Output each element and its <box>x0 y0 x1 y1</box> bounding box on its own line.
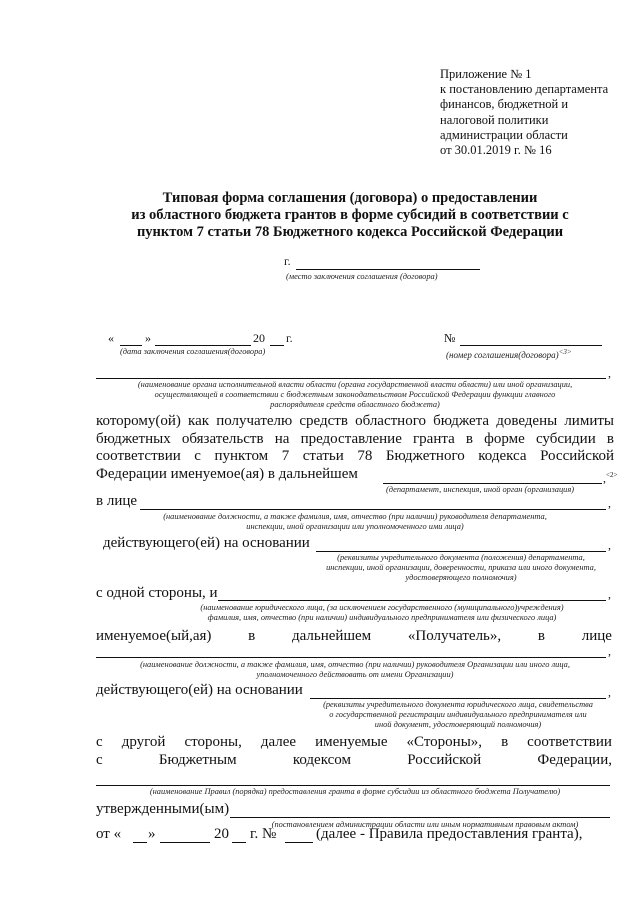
date-caption: (дата заключения соглашения(договора) <box>120 347 266 356</box>
other-word-2: другой <box>121 734 166 750</box>
named-blank <box>96 657 606 658</box>
number-blank <box>460 345 602 346</box>
named-word-4: «Получатель», <box>407 628 502 644</box>
last-month-blank <box>160 842 210 843</box>
recipient-line-3: соответствии с пунктом 7 статьи 78 Бюджетного кодекса Российской <box>96 448 614 465</box>
basis2-prefix: действующего(ей) на основании <box>96 682 303 698</box>
date-open: « <box>108 331 114 345</box>
person-caption-2: инспекции, иной организации или уполномоченного ими лица) <box>246 522 464 531</box>
last-close: » <box>148 826 156 842</box>
basis2-blank <box>310 698 606 699</box>
rules-caption: (наименование Правил (порядка) предоставления гранта в форме субсидии из областного бюджета Получателю) <box>149 787 561 796</box>
basis1-caption-1: (реквизиты учредительного документа (положения) департамента, <box>337 553 585 562</box>
basis1-caption-3: удостоверяющего полномочия) <box>405 573 517 582</box>
appendix-line-3: финансов, бюджетной и <box>440 97 569 112</box>
other-word-7: в <box>501 734 509 750</box>
appendix-line-2: к постановлению департамента <box>440 82 609 97</box>
recipient-line-1: которому(ой) как получателю средств областного бюджета доведены лимиты <box>96 413 614 429</box>
named-word-2: в <box>248 628 256 644</box>
title-line-1: Типовая форма соглашения (договора) о предоставлении <box>162 190 538 206</box>
basis2-caption <box>310 700 606 730</box>
place-prefix: г. <box>284 254 291 268</box>
basis2-caption-2: о государственной регистрации индивидуального предпринимателя или <box>329 710 587 719</box>
person-comma: , <box>608 496 611 510</box>
other-word-11: кодексом <box>292 752 351 768</box>
basis2-caption-1: (реквизиты учредительного документа юридического лица, свидетельства <box>323 700 593 709</box>
date-month-blank <box>155 345 251 346</box>
authority-caption <box>96 380 614 410</box>
named-word-6: лице <box>581 628 612 644</box>
side-caption <box>150 603 614 623</box>
person-caption <box>96 512 614 532</box>
authority-comma: , <box>608 366 611 380</box>
number-sign: № <box>444 331 456 345</box>
date-year-blank <box>270 345 284 346</box>
recipient-paragraph <box>96 413 614 483</box>
basis1-caption <box>316 553 606 583</box>
recipient-line-2: бюджетных обязательств на предоставление гранта в форме субсидии в <box>96 430 614 447</box>
date-year-suffix: г. <box>286 331 293 345</box>
recipient-footnote: <2> <box>606 471 618 479</box>
side-blank <box>218 600 606 601</box>
other-word-8: соответствии <box>527 734 612 750</box>
title-line-2: из областного бюджета грантов в форме субсидий в соответствии с <box>131 207 569 223</box>
authority-caption-1: (наименование органа исполнительной власти области (органа государственной власти области) или иной организации, <box>137 380 573 389</box>
recipient-caption: (департамент, инспекция, иной орган (организация) <box>386 485 574 494</box>
side-caption-1: (наименование юридического лица, (за исключением государственного (муниципального)учреждения) <box>200 603 564 612</box>
named-caption-2: уполномоченного действовать от имени Организации) <box>256 670 454 679</box>
appendix-line-4: налоговой политики <box>440 112 549 127</box>
number-caption: (номер соглашения(договора) <box>446 350 559 360</box>
other-word-13: Федерации, <box>537 752 612 768</box>
person-caption-1: (наименование должности, а также фамилия, имя, отчество (при наличии) руководителя департамента, <box>163 512 547 521</box>
basis2-comma: , <box>608 685 611 699</box>
last-from: от « <box>96 826 122 842</box>
other-word-6: «Стороны», <box>406 734 483 750</box>
authority-caption-2: осуществляющей в соответствии с бюджетным законодательством Российской Федерации функции главного <box>154 390 556 399</box>
person-blank <box>140 509 606 510</box>
recipient-blank <box>383 483 602 484</box>
last-day-blank <box>133 842 147 843</box>
place-caption: (место заключения соглашения (договора) <box>286 272 438 281</box>
authority-caption-3: распорядителя средств областного бюджета) <box>270 400 440 409</box>
other-word-4: далее <box>260 734 297 750</box>
other-word-1: с <box>96 734 103 750</box>
approved-caption: (постановлением администрации области или иным нормативным правовым актом) <box>271 820 579 829</box>
person-prefix: в лице <box>96 493 138 509</box>
appendix-line-6: от 30.01.2019 г. № 16 <box>440 143 552 158</box>
appendix-line-1: Приложение № 1 <box>440 67 532 81</box>
last-year-blank <box>232 842 246 843</box>
basis1-blank <box>316 551 606 552</box>
recipient-line-4: Федерации именуемое(ая) в дальнейшем <box>96 465 358 482</box>
side-comma: , <box>608 587 611 601</box>
named-comma: , <box>608 644 611 658</box>
document-title <box>60 190 640 241</box>
authority-blank <box>96 378 606 379</box>
other-word-9: с <box>96 752 103 768</box>
basis2-caption-3: иной документ, удостоверяющий полномочия) <box>374 720 542 729</box>
recipient-comma: , <box>603 471 606 485</box>
other-word-5: именуемые <box>315 734 388 750</box>
date-close: » <box>145 331 151 345</box>
last-year-prefix: 20 <box>214 826 229 842</box>
named-caption <box>96 660 614 680</box>
named-line <box>96 628 612 645</box>
rules-blank <box>96 785 610 786</box>
last-year-suffix: г. № <box>250 826 277 842</box>
basis1-caption-2: инспекции, иной организации, доверенности, приказа или иного документа, <box>326 563 596 572</box>
title-line-3: пунктом 7 статьи 78 Бюджетного кодекса Российской Федерации <box>136 224 564 240</box>
named-word-3: дальнейшем <box>292 628 372 644</box>
approved-blank <box>230 817 610 818</box>
side-prefix: с одной стороны, и <box>96 585 218 601</box>
other-side-line-1 <box>96 734 612 751</box>
date-year-prefix: 20 <box>253 331 265 345</box>
basis1-prefix: действующего(ей) на основании <box>103 535 310 551</box>
appendix-line-5: администрации области <box>440 127 568 142</box>
other-word-3: стороны, <box>184 734 242 750</box>
place-blank <box>296 269 480 270</box>
other-word-12: Российской <box>407 752 482 768</box>
number-footnote: <3> <box>558 348 572 356</box>
named-word-5: в <box>537 628 545 644</box>
date-day-blank <box>120 345 142 346</box>
side-caption-2: фамилия, имя, отчество (при наличии) индивидуального предпринимателя или физического лица) <box>207 613 557 622</box>
last-tail: (далее - Правила предоставления гранта), <box>316 826 583 842</box>
other-side-line-2 <box>96 752 612 769</box>
approved-prefix: утвержденными(ым) <box>96 801 230 817</box>
basis1-comma: , <box>608 538 611 552</box>
appendix-block <box>440 67 630 158</box>
named-caption-1: (наименование должности, а также фамилия, имя, отчество (при наличии) руководителя Организации или иного лица, <box>140 660 570 669</box>
last-number-blank <box>285 842 313 843</box>
named-word-1: именуемое(ый,ая) <box>96 628 212 644</box>
other-word-10: Бюджетным <box>158 752 237 768</box>
